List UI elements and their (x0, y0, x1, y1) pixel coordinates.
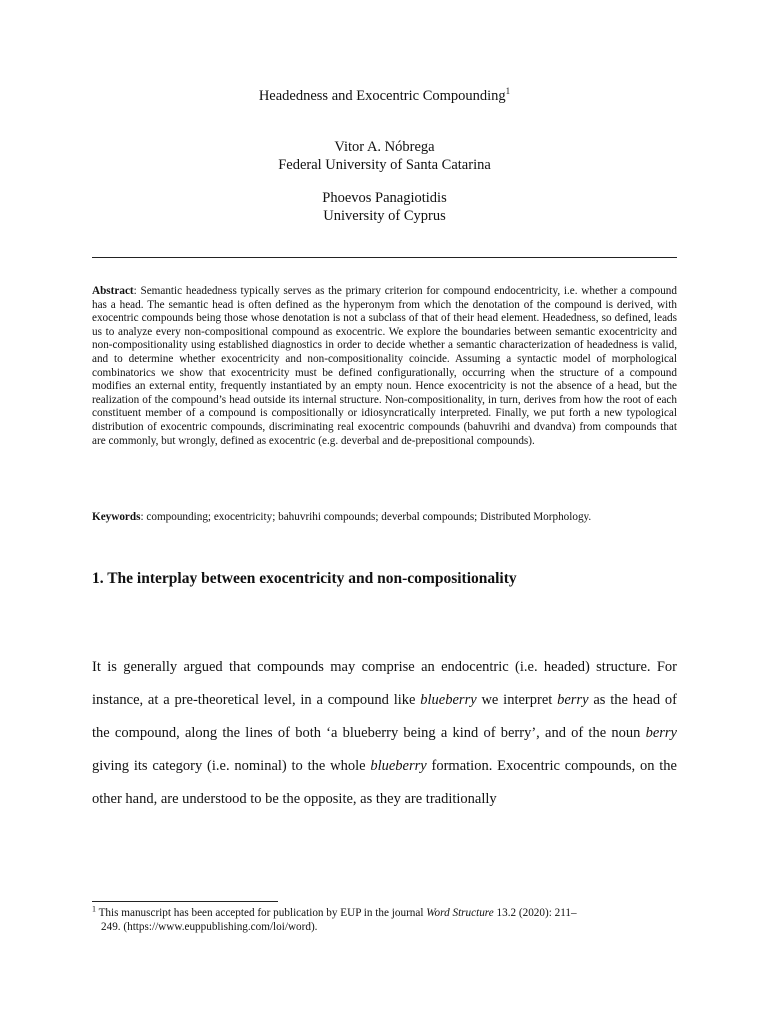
footnote-journal: Word Structure (426, 907, 494, 919)
body-italic-term: blueberry (420, 692, 477, 708)
author-block-2 (92, 189, 677, 225)
body-text-run: we interpret (476, 692, 558, 708)
body-text-run: It is generally argued that compounds may comprise an endocentric (i.e. headed) structure. For instance, at a pre-theoretical level, in a compound like (92, 659, 677, 708)
body-text-run: giving its category (i.e. nominal) to the whole (92, 758, 371, 774)
author-block-1 (92, 138, 677, 174)
footnote-text: 13.2 (2020): 211– (493, 907, 577, 919)
author-affiliation: Federal University of Santa Catarina (278, 157, 491, 173)
abstract (92, 285, 677, 448)
header-divider (92, 257, 677, 258)
footnote-divider (92, 901, 278, 902)
body-paragraph (92, 651, 677, 816)
body-italic-term: berry (645, 725, 677, 741)
body-italic-term: berry (557, 692, 589, 708)
footnote-mark: 1 (92, 904, 96, 914)
abstract-text: : Semantic headedness typically serves as the primary criterion for compound endocentricity, i.e. whether a compound has a head. The semantic head is often defined as the hyperonym from which the denotation of the compound is derived, with exocentric compounds being those whose denotation is not a subclass of that of their head element. Headedness, so defined, leads us to analyze every non-compositional compound as exocentric. We explore the boundaries between semantic exocentricity and non-compositionality using established diagnostics in order to decide whether a semantic characterization of headedness is valid, and to determine whether exocentricity and non-compositionality coincide. Assuming a syntactic model of morphological combinatorics we show that exocentricity must be defined configurationally, occurring when the structure of a compound modifies an external entity, frequently instantiated by an empty noun. Hence exocentricity is not the absence of a head, but the realization of the compound’s head outside its internal structure. Non-compositionality, in turn, derives from how the root of each constituent member of a compound is compositionally or idiosyncratically interpreted. Finally, we put forth a new typological distribution of exocentric compounds, discriminating real exocentric compounds (bahuvrihi and dvandva) from compounds that are commonly, but wrongly, defined as exocentric (e.g. deverbal and de-prepositional compounds). (92, 285, 677, 447)
author-affiliation: University of Cyprus (323, 208, 446, 224)
footnote (92, 906, 677, 934)
body-text-run: formation. Exocentric compounds, on the other hand, are understood to be the opposite, as they are traditionally (92, 758, 677, 807)
body-italic-term: blueberry (370, 758, 427, 774)
abstract-label: Abstract (92, 285, 134, 297)
title-text: Headedness and Exocentric Compounding (258, 88, 506, 104)
section-heading: 1. The interplay between exocentricity and non-compositionality (92, 570, 517, 587)
author-name: Phoevos Panagiotidis (322, 190, 447, 206)
footnote-text-continued: 249. (https://www.euppublishing.com/loi/word). (101, 921, 318, 933)
paper-title (92, 88, 677, 105)
keywords-label: Keywords (92, 511, 141, 523)
footnote-text: This manuscript has been accepted for publication by EUP in the journal (96, 907, 427, 919)
keywords-text: : compounding; exocentricity; bahuvrihi compounds; deverbal compounds; Distributed Morphology. (140, 511, 592, 523)
keywords (92, 510, 677, 524)
title-footnote-mark: 1 (505, 86, 511, 97)
body-text-run: as the head of the compound, along the lines of both ‘a blueberry being a kind of berry’, and of the noun (92, 692, 677, 741)
author-name: Vitor A. Nóbrega (334, 139, 435, 155)
